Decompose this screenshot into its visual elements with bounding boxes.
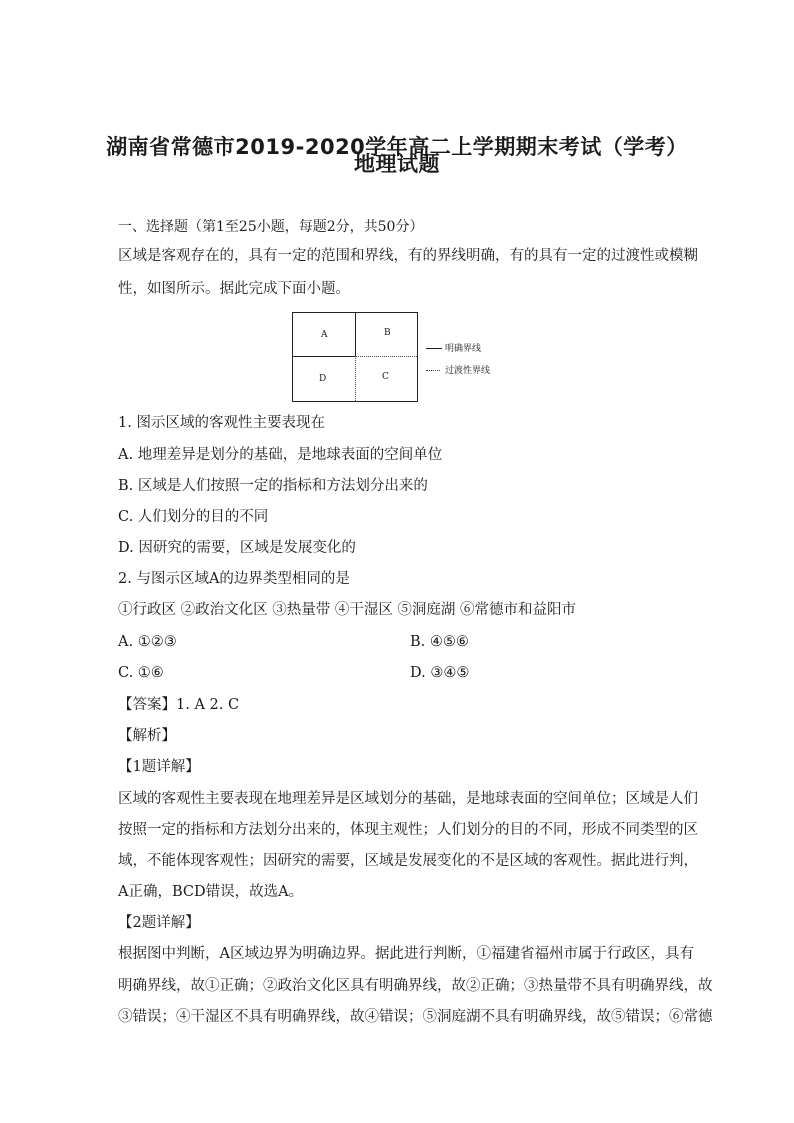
region-b-label: B [384, 328, 391, 338]
q1-option-d: D. 因研究的需要，区域是发展变化的 [118, 540, 356, 556]
q1-detail-heading: 【1题详解】 [118, 759, 200, 775]
dotted-boundary-vertical [355, 356, 356, 401]
legend-solid-label: 明确界线 [445, 344, 482, 354]
q2-option-b: B. ④⑤⑥ [410, 634, 469, 650]
region-diagram [292, 312, 418, 402]
q2-detail-heading: 【2题详解】 [118, 915, 200, 931]
document-subtitle: 地理试题 [354, 152, 440, 176]
q1-stem: 1. 图示区域的客观性主要表现在 [118, 415, 325, 431]
solid-boundary-vertical [355, 313, 356, 356]
dotted-line-icon [426, 370, 440, 371]
q2-items: ①行政区 ②政治文化区 ③热量带 ④干湿区 ⑤洞庭湖 ⑥常德市和益阳市 [118, 602, 577, 618]
dotted-boundary-horizontal [355, 356, 417, 357]
q2-option-c: C. ①⑥ [118, 665, 164, 681]
legend-solid [426, 341, 481, 354]
region-a-label: A [321, 330, 328, 340]
intro-line-1: 区域是客观存在的，具有一定的范围和界线，有的界线明确，有的具有一定的过渡性或模糊 [118, 248, 698, 264]
answer-line: 【答案】1. A 2. C [118, 697, 240, 713]
q2-option-d: D. ③④⑤ [410, 665, 470, 681]
q1-detail-line-1: 区域的客观性主要表现在地理差异是区域划分的基础，是地球表面的空间单位；区域是人们 [118, 791, 698, 807]
q1-option-a: A. 地理差异是划分的基础，是地球表面的空间单位 [118, 447, 443, 463]
legend-dotted [426, 363, 490, 376]
solid-line-icon [426, 348, 442, 349]
analysis-heading: 【解析】 [118, 728, 176, 744]
region-d-label: D [319, 374, 327, 384]
legend-dotted-label: 过渡性界线 [445, 366, 491, 376]
region-c-label: C [382, 372, 389, 382]
q1-option-c: C. 人们划分的目的不同 [118, 509, 269, 525]
q1-option-b: B. 区域是人们按照一定的指标和方法划分出来的 [118, 478, 428, 494]
q1-detail-line-3: 域，不能体现客观性；因研究的需要，区域是发展变化的不是区域的客观性。据此进行判， [118, 853, 698, 869]
intro-line-2: 性，如图所示。据此完成下面小题。 [118, 281, 350, 297]
section-heading: 一、选择题（第1至25小题，每题2分，共50分） [118, 219, 424, 235]
document-title: 湖南省常德市2019-2020学年高二上学期期末考试（学考） [106, 135, 688, 159]
q2-stem: 2. 与图示区域A的边界类型相同的是 [118, 571, 350, 587]
q2-detail-line-3: ③错误；④干湿区不具有明确界线，故④错误；⑤洞庭湖不具有明确界线，故⑤错误；⑥常德 [118, 1009, 713, 1025]
q2-detail-line-1: 根据图中判断，A区域边界为明确边界。据此进行判断，①福建省福州市属于行政区，具有 [118, 946, 694, 962]
q1-detail-line-2: 按照一定的指标和方法划分出来的，体现主观性；人们划分的目的不同，形成不同类型的区 [118, 822, 698, 838]
q2-option-a: A. ①②③ [118, 634, 177, 650]
solid-boundary-horizontal [293, 356, 355, 357]
q1-detail-line-4: A正确，BCD错误，故选A。 [118, 884, 304, 900]
q2-detail-line-2: 明确界线，故①正确；②政治文化区具有明确界线，故②正确；③热量带不具有明确界线，故 [118, 978, 713, 994]
